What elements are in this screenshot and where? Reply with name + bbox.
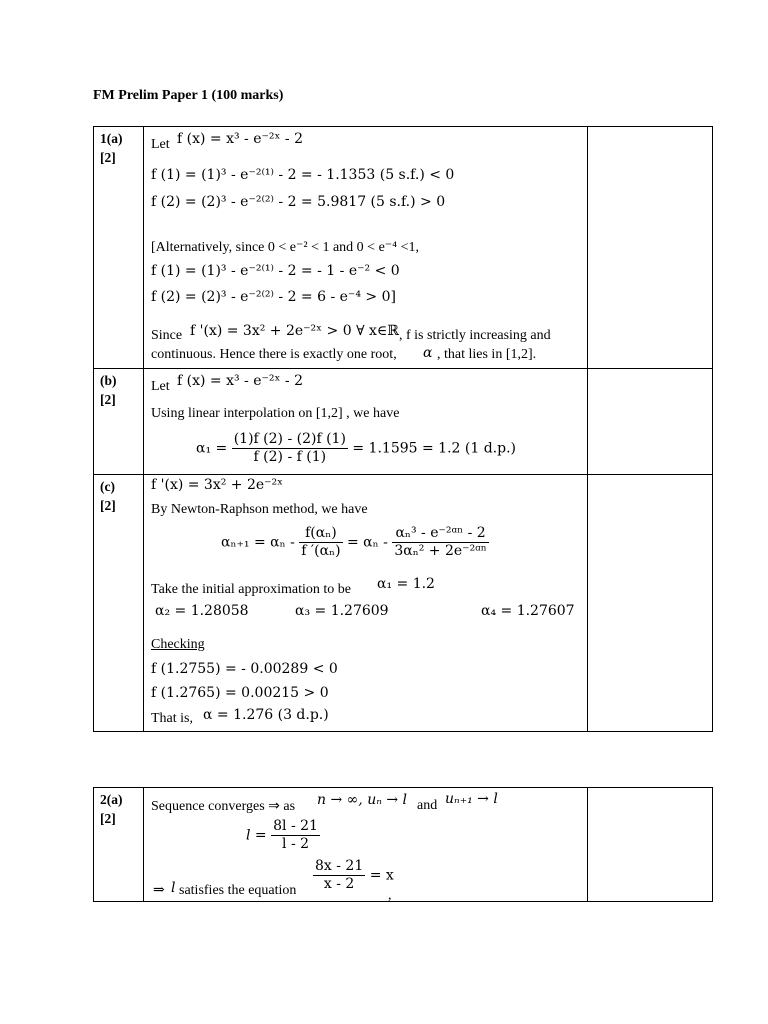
q1b-row (94, 369, 713, 475)
q2a-label: 2(a) (100, 792, 123, 807)
q1a-marks-cell (588, 127, 713, 369)
q2a-fixed-point-equation (313, 858, 394, 893)
q2a-seq-text: Sequence converges ⇒ as (151, 799, 296, 814)
q1c-answer: α = 1.276 (3 d.p.) (203, 707, 329, 723)
q1b-numerator: (1)f (2) - (2)f (1) (233, 431, 346, 447)
q1c-nr-num2: αₙ³ - e⁻²ᵅⁿ - 2 (392, 525, 489, 543)
q1b-let-expr: f (x) = x³ - e⁻²ˣ - 2 (177, 373, 303, 389)
q2a-l-lhs: l = (246, 827, 267, 844)
question-1-table (93, 126, 713, 732)
question-2-table (93, 787, 713, 902)
q1a-since-word: Since (151, 328, 183, 343)
q1c-nr-num1: f(αₙ) (299, 525, 342, 543)
q2a-l-num: 8l - 21 (273, 818, 318, 834)
q1c-alpha1: α₁ = 1.2 (377, 576, 435, 592)
q1a-f2: f (2) = (2)³ - e⁻²⁽²⁾ - 2 = 5.9817 (5 s.f.) > 0 (151, 194, 446, 210)
q1a-label-cell (94, 127, 144, 369)
q1b-rhs: = 1.1595 = 1.2 (1 d.p.) (352, 440, 516, 457)
q1c-derivative: f '(x) = 3x² + 2e⁻²ˣ (151, 477, 284, 493)
q1c-check2: f (1.2765) = 0.00215 > 0 (151, 685, 329, 701)
q2a-eq-fraction (313, 858, 365, 893)
q1a-label: 1(a) (100, 131, 123, 146)
q2a-l-fraction (271, 818, 320, 853)
q1c-marks: [2] (100, 498, 116, 513)
q2a-implies: ⇒ (153, 882, 165, 898)
q1c-nr-lhs: αₙ₊₁ = αₙ - (221, 534, 295, 551)
q1b-lhs: α₁ = (196, 440, 228, 457)
q2a-marks: [2] (100, 811, 116, 826)
q2a-eq-num: 8x - 21 (315, 858, 364, 874)
q2a-and-word: and (417, 798, 438, 813)
q1a-marks: [2] (100, 150, 116, 165)
q2a-eq-rhs: = x (369, 867, 394, 884)
q1b-marks: [2] (100, 392, 116, 407)
q1b-intro: Using linear interpolation on [1,2] , we have (151, 406, 400, 421)
q1c-that-is: That is, (151, 711, 193, 726)
q1c-nr-fraction-1 (299, 525, 342, 560)
q2a-row (94, 788, 713, 902)
q1b-let-word: Let (151, 379, 170, 394)
page-title: FM Prelim Paper 1 (100 marks) (93, 88, 284, 103)
q1c-check1: f (1.2755) = - 0.00289 < 0 (151, 661, 338, 677)
q1a-alt-f1: f (1) = (1)³ - e⁻²⁽¹⁾ - 2 = - 1 - e⁻² < 0 (151, 263, 400, 279)
q1a-derivative: f '(x) = 3x² + 2e⁻²ˣ > 0 ∀ x∈ℝ (190, 323, 399, 339)
q1a-f1: f (1) = (1)³ - e⁻²⁽¹⁾ - 2 = - 1.1353 (5 s.f.) < 0 (151, 167, 455, 183)
q1b-working (144, 369, 588, 475)
q1c-working (144, 475, 588, 732)
q1c-alpha3: α₃ = 1.27609 (295, 603, 389, 619)
q1a-since-tail: , f is strictly increasing and (399, 328, 551, 343)
q1c-row (94, 475, 713, 732)
q2a-seq-math: n → ∞, uₙ → l (317, 792, 408, 808)
q2a-l-den: l - 2 (282, 836, 310, 852)
q2a-label-cell (94, 788, 144, 902)
q1c-marks-cell (588, 475, 713, 732)
q2a-l-symbol: l (171, 880, 176, 896)
q1c-checking: Checking (151, 637, 205, 652)
q1c-alpha4: α₄ = 1.27607 (481, 603, 575, 619)
q2a-working (144, 788, 588, 902)
q1b-label: (b) (100, 373, 117, 388)
q2a-limit-equation (246, 818, 320, 853)
q1b-label-cell (94, 369, 144, 475)
q1a-alpha: α (423, 345, 433, 361)
q1b-interpolation (196, 431, 516, 466)
q1c-alpha2: α₂ = 1.28058 (155, 603, 249, 619)
q1c-intro: By Newton-Raphson method, we have (151, 502, 368, 517)
q1c-nr-mid: = αₙ - (347, 534, 388, 551)
q1a-conclusion-b: , that lies in [1,2]. (437, 347, 537, 362)
q2a-trailing-comma: , (388, 888, 392, 903)
q1c-label-cell (94, 475, 144, 732)
q1b-fraction (232, 431, 348, 466)
q1a-conclusion-a: continuous. Hence there is exactly one root, (151, 347, 397, 362)
q1c-nr-den1: f ′(αₙ) (301, 543, 341, 559)
q1c-label: (c) (100, 479, 115, 494)
q2a-satisfies: satisfies the equation (179, 883, 297, 898)
q1a-row (94, 127, 713, 369)
q1a-working (144, 127, 588, 369)
q1a-let-word: Let (151, 137, 170, 152)
q1b-marks-cell (588, 369, 713, 475)
q2a-eq-den: x - 2 (323, 876, 355, 892)
q1a-alt-text: [Alternatively, since 0 < e⁻² < 1 and 0 < e⁻⁴ <1, (151, 240, 419, 255)
q1c-nr-fraction-2 (392, 525, 489, 560)
q1c-nr-den2: 3αₙ² + 2e⁻²ᵅⁿ (394, 543, 487, 559)
q2a-seq-math2: uₙ₊₁ → l (445, 791, 498, 807)
q2a-marks-cell (588, 788, 713, 902)
q1a-let-expr: f (x) = x³ - e⁻²ˣ - 2 (177, 131, 303, 147)
q1a-alt-f2: f (2) = (2)³ - e⁻²⁽²⁾ - 2 = 6 - e⁻⁴ > 0] (151, 289, 396, 305)
q1c-newton-raphson (221, 525, 489, 560)
q1c-initial-text: Take the initial approximation to be (151, 582, 352, 597)
q1b-denominator: f (2) - f (1) (253, 449, 327, 465)
